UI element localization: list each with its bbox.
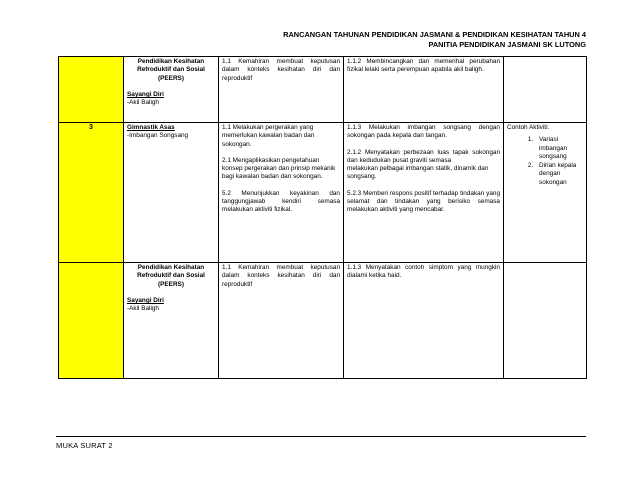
table-row bbox=[59, 123, 587, 263]
list-item: 1. Variasi imbangan songsang bbox=[535, 136, 583, 161]
table-row bbox=[59, 57, 587, 123]
topic-item: -Imbangan Songsang bbox=[127, 132, 189, 140]
week-cell: 3 bbox=[59, 123, 124, 263]
yearly-plan-table bbox=[58, 56, 587, 379]
footer-divider bbox=[56, 436, 586, 437]
topic-cell bbox=[124, 57, 219, 123]
subtopic-item: -Akil Baligh bbox=[127, 99, 159, 107]
table-row bbox=[59, 263, 587, 379]
activity-list bbox=[507, 136, 583, 187]
topic-title: Gimnastik Asas bbox=[127, 124, 175, 131]
activity-cell bbox=[504, 263, 587, 379]
learning-standard-cell: 1.1.2 Membincangkan dan memerihal perubahan fizikal lelaki serta perempuan apabila akil baligh. bbox=[344, 57, 504, 123]
topic-title: Pendidikan Kesihatan Refroduktif dan Sosial (PEERS) bbox=[137, 58, 205, 82]
header-title: RANCANGAN TAHUNAN PENDIDIKAN JASMANI & PENDIDIKAN KESIHATAN TAHUN 4 bbox=[283, 30, 586, 39]
activity-cell bbox=[504, 57, 587, 123]
standard-content-cell: 1.1 Kemahiran membuat keputusan dalam konteks kesihatan diri dan reproduktif bbox=[219, 57, 344, 123]
subtopic-title: Sayangi Diri bbox=[127, 90, 164, 98]
week-cell bbox=[59, 263, 124, 379]
subtopic-item: -Akil Baligh bbox=[127, 305, 159, 313]
standard-content-cell: 1.1 Kemahiran membuat keputusan dalam konteks kesihatan diri dan reproduktif bbox=[219, 263, 344, 379]
topic-cell bbox=[124, 123, 219, 263]
standard-content-cell: 1.1 Melakukan pergerakan yang memerlukan kawalan badan dan sokongan. 2.1 Mengaplikasikan pengetahuan konsep pergerakan dan prinsip mekanik bagi kawalan badan dan sokongan. 5.2 Menunjukkan keyakinan dan tanggungjawab kendiri semasa melakukan aktiviti fizikal. bbox=[219, 123, 344, 263]
learning-standard-cell: 1.1.3 Menyatakan contoh simptom yang mungkin dialami ketika haid. bbox=[344, 263, 504, 379]
subtopic-title: Sayangi Diri bbox=[127, 296, 164, 304]
activity-title: Contoh Aktiviti: bbox=[507, 124, 550, 131]
week-cell bbox=[59, 57, 124, 123]
page-number: MUKA SURAT 2 bbox=[56, 441, 113, 450]
topic-title: Pendidikan Kesihatan Refroduktif dan Sosial (PEERS) bbox=[137, 264, 205, 288]
page-header bbox=[283, 30, 586, 50]
learning-standard-cell: 1.1.3 Melakukan imbangan songsang dengan sokongan pada kepala dan tangan. 2.1.2 Menyatakan perbezaan luas tapak sokongan dan kedudukan pusat graviti semasa melakukan pelbagai imbangan statik, dinamik dan songsang. 5.2.3 Memberi respons positif terhadap tindakan yang selamat dan tindakan yang berisiko semasa melakukan aktiviti yang mencabar. bbox=[344, 123, 504, 263]
list-item: 2. Dirian kepala dengan sokongan bbox=[535, 162, 583, 187]
activity-cell bbox=[504, 123, 587, 263]
topic-cell bbox=[124, 263, 219, 379]
header-subtitle: PANITIA PENDIDIKAN JASMANI SK LUTONG bbox=[428, 40, 586, 49]
